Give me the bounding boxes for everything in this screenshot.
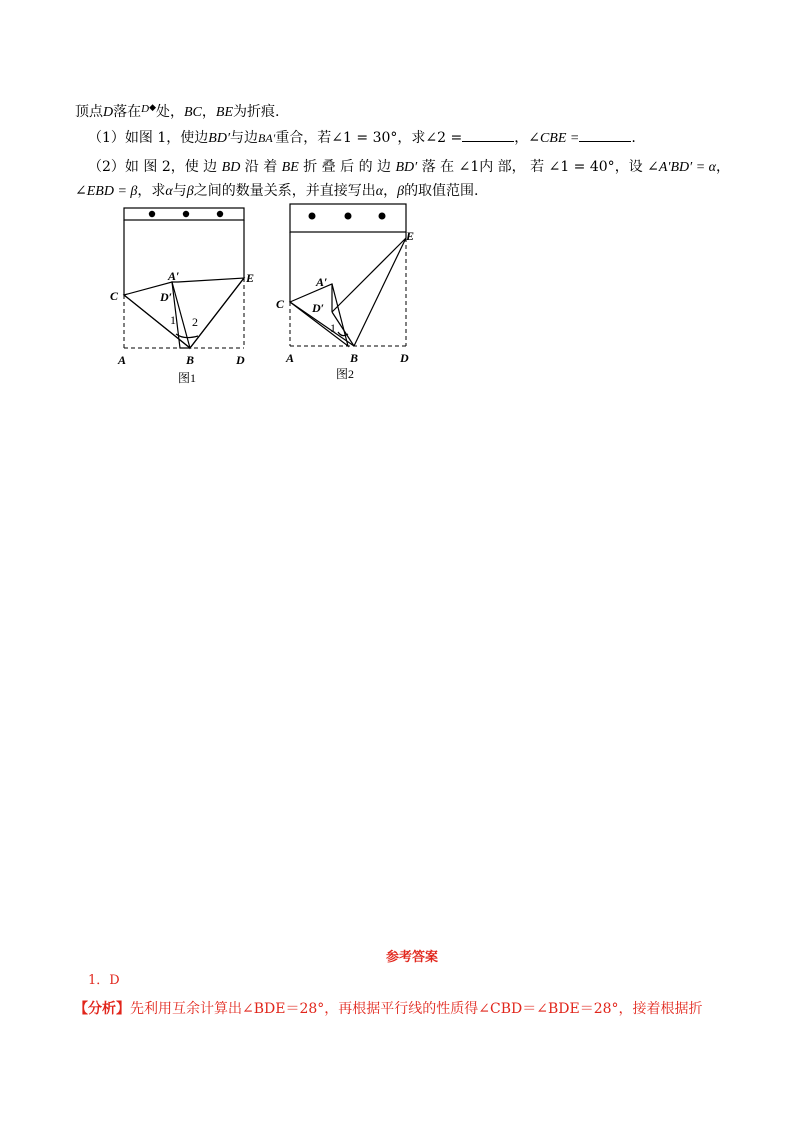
binder-hole [183,211,189,217]
label-a-prime: A′ [168,269,180,283]
answer-item-1: 1．D [88,973,120,988]
binder-hole [217,211,223,217]
label-b: B [350,351,359,365]
analysis-text: 先利用互余计算出∠BDE＝28°，再根据平行线的性质得∠CBD＝∠BDE＝28°，接着根据折 [130,1001,703,1017]
label-d-prime: D′ [160,290,173,304]
question-1: （1）如图 1，使边BD′与边BA′重合，若∠1 = 30°，求∠2 = ，∠CBE = . [88,130,636,146]
answers-title: 参考答案 [386,950,439,965]
binder-hole [379,213,386,220]
label-a: A [118,353,127,367]
var-d-prime: D [141,103,150,115]
folded-flap-c [124,282,190,348]
label-a-prime: A′ [316,275,328,289]
label-c: C [276,297,285,311]
figure-1 [110,200,270,395]
fold-line-bd-prime [332,238,406,312]
figure-2 [278,200,428,390]
figure-2-caption: 图2 [336,367,355,381]
question-2-line1: （2）如 图 2，使 边 BD 沿 着 BE 折 叠 后 的 边 BD′ 落 在 ∠1内 部， 若 ∠1 = 40°，设 ∠A′BD′ = α， [88,159,731,175]
label-e: E [406,229,415,243]
answer-blank-cbe[interactable] [579,129,631,142]
binder-hole [149,211,155,217]
label-d-prime: D′ [312,301,325,315]
binder-hole [345,213,352,220]
label-b: B [186,353,195,367]
label-e: E [246,271,255,285]
var-d: D [103,105,114,120]
question-2-line2: ∠EBD = β，求α与β之间的数量关系，并直接写出α，β的取值范围. [75,183,479,199]
folded-flap-c [290,284,348,346]
label-a: A [286,351,295,365]
label-angle-2: 2 [192,315,198,329]
label-angle-1: 1 [170,313,176,327]
figure-1-caption: 图1 [178,371,197,385]
label-d: D [236,353,245,367]
label-d: D [400,351,409,365]
label-angle-1: 1 [330,321,336,335]
answer-blank-angle2[interactable] [462,129,514,142]
intro-line: 顶点D落在$^{D◆}$处，BC，BE为折痕. [75,103,280,120]
analysis-line [74,999,703,1019]
missing-glyph-icon: ◆ [149,103,156,113]
label-c: C [110,289,119,303]
binder-hole [309,213,316,220]
crease-be [354,238,406,346]
analysis-tag: 【分析】 [74,1001,130,1017]
